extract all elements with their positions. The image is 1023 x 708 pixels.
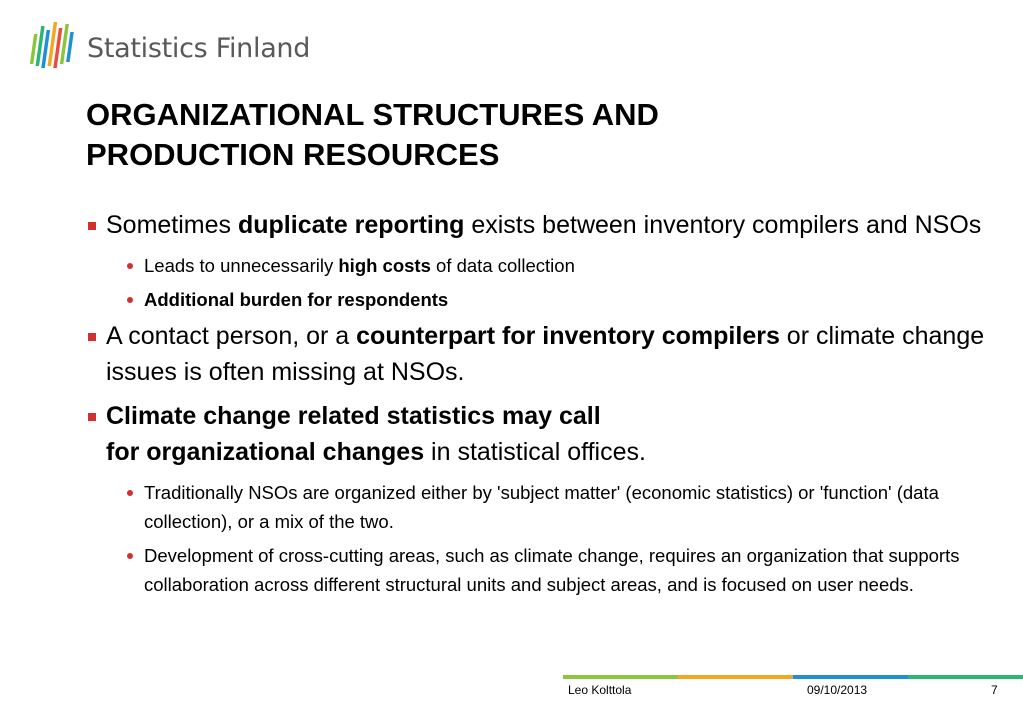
slide-title	[86, 95, 986, 175]
footer-bar-teal	[908, 675, 1023, 679]
square-bullet-icon	[88, 222, 96, 230]
title-line-2: PRODUCTION RESOURCES	[86, 137, 500, 172]
square-bullet-icon	[88, 333, 96, 341]
round-bullet-icon	[127, 263, 133, 269]
sub-bullet-cross-cutting-areas: Development of cross-cutting areas, such as climate change, requires an organization that supports collaboration across different structural units and subject areas, and is focused on user needs.	[86, 541, 986, 599]
logo-text: Statistics Finland	[87, 33, 311, 64]
round-bullet-icon	[127, 553, 133, 559]
logo-bars-icon	[30, 20, 80, 76]
footer-bar-blue	[793, 675, 908, 679]
footer-date: 09/10/2013	[807, 683, 868, 697]
sub-bullet-traditional-organization: Traditionally NSOs are organized either by 'subject matter' (economic statistics) or 'function' (data collection), or a mix of the two.	[86, 478, 986, 536]
footer-color-bar	[563, 675, 1023, 679]
bullet-list	[86, 207, 986, 603]
bullet-duplicate-reporting: Sometimes duplicate reporting exists between inventory compilers and NSOs	[86, 207, 986, 243]
footer-author: Leo Kolttola	[568, 683, 632, 697]
page-number: 7	[991, 683, 998, 697]
round-bullet-icon	[127, 297, 133, 303]
title-line-1: ORGANIZATIONAL STRUCTURES AND	[86, 97, 659, 132]
sub-bullet-list	[86, 251, 986, 314]
sub-bullet-additional-burden: Additional burden for respondents	[86, 285, 986, 314]
sub-bullet-high-costs: Leads to unnecessarily high costs of data collection	[86, 251, 986, 280]
footer-bar-green	[563, 675, 678, 679]
statistics-finland-logo	[30, 20, 370, 80]
square-bullet-icon	[88, 413, 96, 421]
bullet-contact-person: A contact person, or a counterpart for inventory compilers or climate change issues is often missing at NSOs.	[86, 318, 986, 390]
footer-bar-orange	[678, 675, 793, 679]
sub-bullet-list	[86, 478, 986, 599]
round-bullet-icon	[127, 490, 133, 496]
bullet-organizational-changes: Climate change related statistics may call for organizational changes in statistical offices.	[86, 398, 986, 470]
